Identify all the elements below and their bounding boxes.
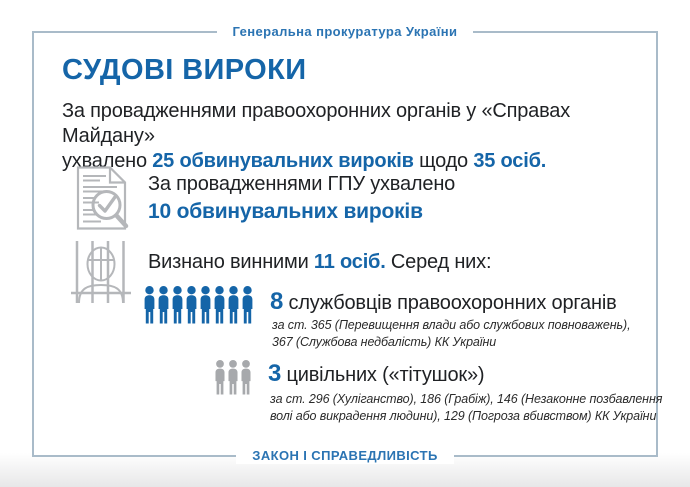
person-pictogram-gray [240,360,252,395]
prisoner-behind-bars-icon [70,241,132,310]
gpu-line-2: 10 обвинувальних вироків [148,200,423,223]
group-note-civilians [270,391,662,425]
guilty-statement: Визнано винними 11 осіб. Серед них: [148,251,492,273]
gpu-statement [148,171,455,225]
group-note-officials [272,317,630,351]
person-pictogram-blue [157,286,170,324]
group-title-civilians: 3 цивільних («тітушок») [268,360,485,387]
person-pictogram-blue [143,286,156,324]
gpu-line-1: За провадженнями ГПУ ухвалено [148,173,456,195]
person-pictogram-blue [213,286,226,324]
note-line: за ст. 296 (Хуліганство), 186 (Грабіж), 146 (Незаконне позбавлення [270,392,663,406]
pictogram-row-officials [143,286,254,324]
person-pictogram-blue [199,286,212,324]
intro-line-1: За провадженнями правоохоронних органів у «Справах Майдану» [62,100,571,147]
page-title: СУДОВІ ВИРОКИ [62,54,307,86]
document-magnifier-check-icon [73,166,131,235]
person-pictogram-blue [227,286,240,324]
header-label: Генеральна прокуратура України [217,24,474,40]
header-banner [0,23,690,41]
person-pictogram-gray [214,360,226,395]
note-line: волі або викрадення людини), 129 (Погроза вбивством) КК України [270,409,657,423]
intro-paragraph [62,99,650,174]
person-pictogram-blue [185,286,198,324]
footer-banner [0,447,690,465]
note-line: 367 (Службова недбалість) КК України [272,335,497,349]
footer-label: ЗАКОН І СПРАВЕДЛИВІСТЬ [236,448,453,464]
pictogram-row-civilians [214,360,252,395]
person-pictogram-blue [171,286,184,324]
note-line: за ст. 365 (Перевищення влади або службових повноважень), [272,318,631,332]
intro-line-2: ухвалено 25 обвинувальних вироків щодо 35 осіб. [62,150,547,172]
person-pictogram-gray [227,360,239,395]
group-title-officials: 8 службовців правоохоронних органів [270,288,617,315]
person-pictogram-blue [241,286,254,324]
